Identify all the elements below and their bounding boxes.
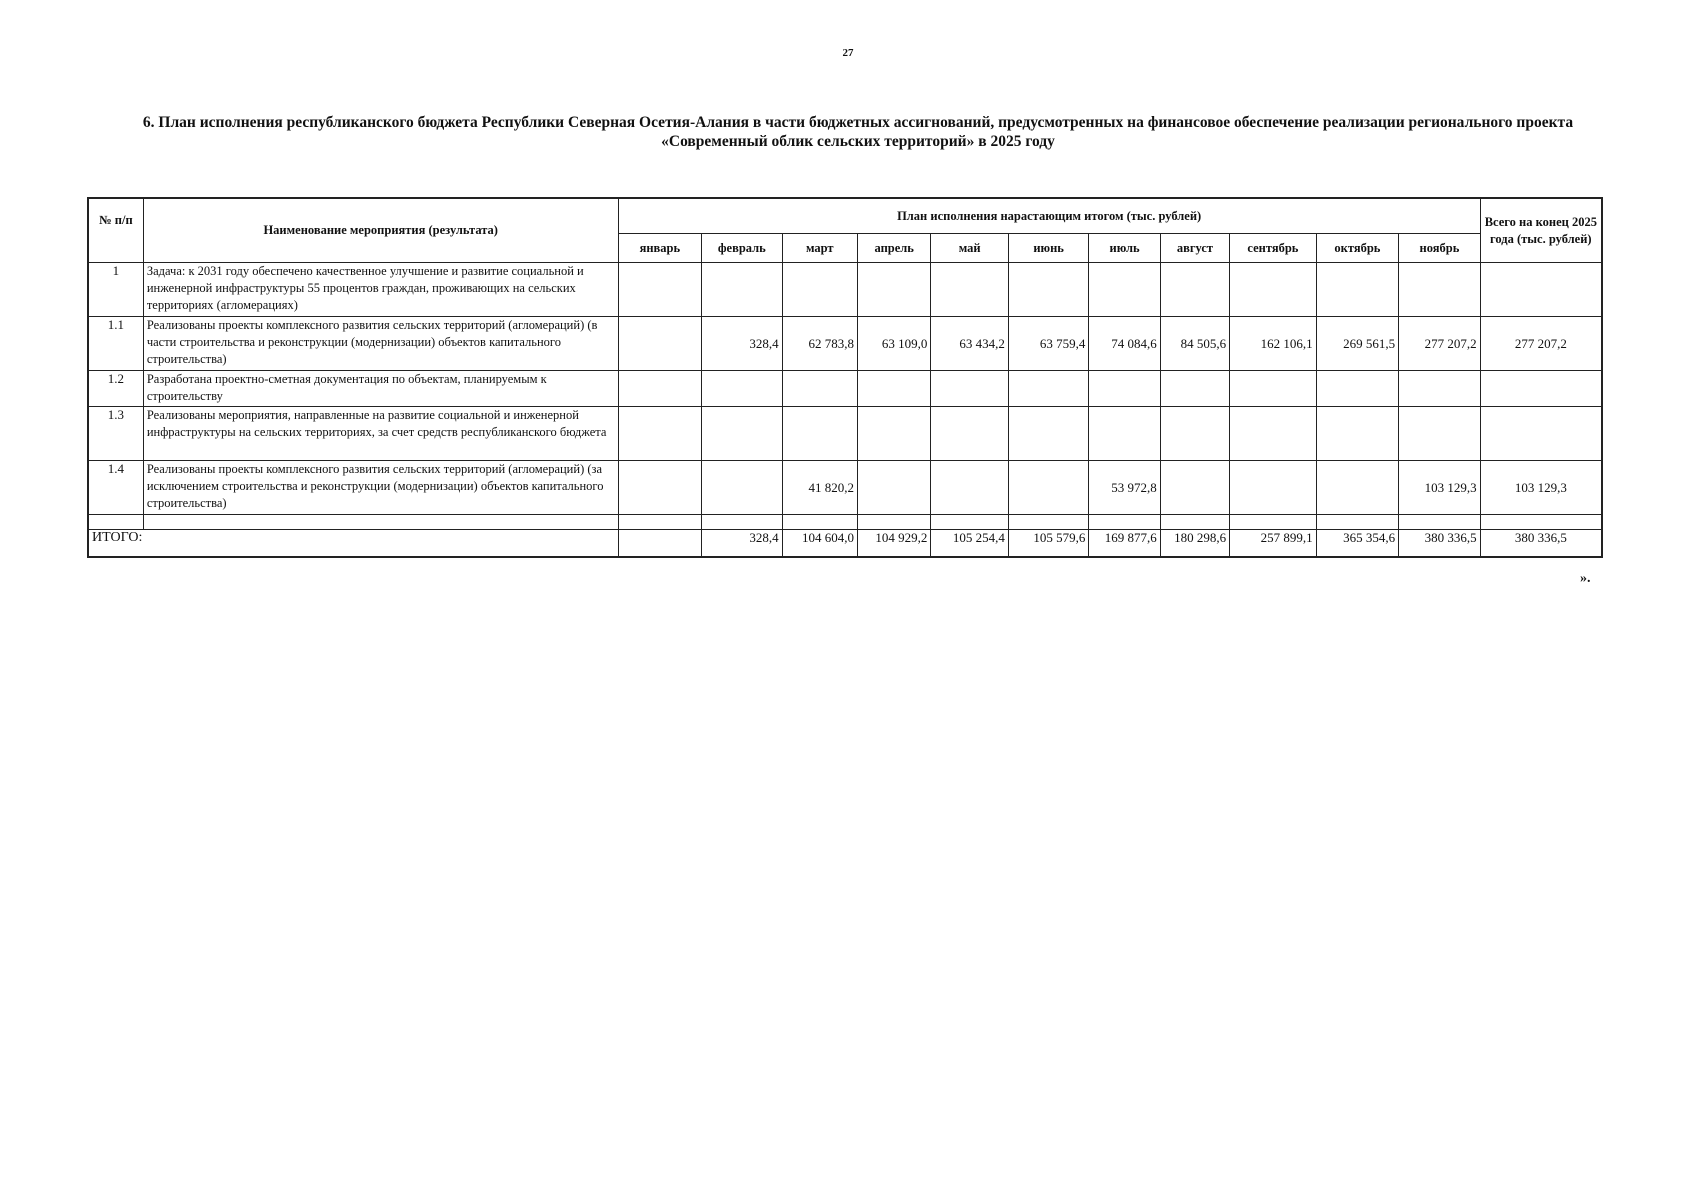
month-value-cell <box>702 407 782 461</box>
month-value-cell <box>931 371 1008 407</box>
month-value-cell <box>1230 407 1317 461</box>
empty-cell <box>858 515 931 530</box>
spacer-row <box>88 515 1602 530</box>
summary-total: 380 336,5 <box>1480 530 1602 558</box>
month-value-cell <box>1399 407 1481 461</box>
month-value-cell <box>931 461 1008 515</box>
month-value-cell <box>1230 263 1317 317</box>
header-month: июль <box>1089 234 1160 263</box>
month-value-cell: 53 972,8 <box>1089 461 1160 515</box>
header-month: январь <box>618 234 701 263</box>
row-number: 1 <box>88 263 143 317</box>
row-name: Реализованы проекты комплексного развития сельских территорий (агломераций) (за исключением строительства и реконструкции (модернизации) объектов капитального строительства) <box>143 461 618 515</box>
table-row <box>88 461 1602 515</box>
month-value-cell <box>858 461 931 515</box>
row-number: 1.3 <box>88 407 143 461</box>
month-value-cell <box>1316 407 1398 461</box>
summary-month-value: 257 899,1 <box>1230 530 1317 558</box>
empty-cell <box>1480 515 1602 530</box>
month-value-cell <box>1008 371 1088 407</box>
table-row <box>88 317 1602 371</box>
summary-label: ИТОГО: <box>88 530 618 558</box>
row-name: Реализованы проекты комплексного развития сельских территорий (агломераций) (в части строительства и реконструкции (модернизации) объектов капитального строительства) <box>143 317 618 371</box>
table-row <box>88 407 1602 461</box>
month-value-cell <box>1316 263 1398 317</box>
month-value-cell: 62 783,8 <box>782 317 857 371</box>
budget-plan-table <box>87 197 1603 558</box>
header-plan-group: План исполнения нарастающим итогом (тыс. рублей) <box>618 198 1480 234</box>
empty-cell <box>618 515 701 530</box>
row-total <box>1480 263 1602 317</box>
month-value-cell <box>1316 461 1398 515</box>
header-month: август <box>1160 234 1229 263</box>
document-title <box>60 113 1656 151</box>
header-name: Наименование мероприятия (результата) <box>143 198 618 263</box>
month-value-cell <box>618 461 701 515</box>
row-number: 1.4 <box>88 461 143 515</box>
month-value-cell: 74 084,6 <box>1089 317 1160 371</box>
month-value-cell <box>1160 371 1229 407</box>
month-value-cell <box>1008 461 1088 515</box>
header-num: № п/п <box>88 198 143 263</box>
month-value-cell: 63 109,0 <box>858 317 931 371</box>
table-row <box>88 263 1602 317</box>
row-total: 103 129,3 <box>1480 461 1602 515</box>
month-value-cell <box>1089 371 1160 407</box>
month-value-cell: 63 434,2 <box>931 317 1008 371</box>
header-total: Всего на конец 2025 года (тыс. рублей) <box>1480 198 1602 263</box>
month-value-cell <box>782 371 857 407</box>
month-value-cell <box>1089 263 1160 317</box>
header-month: ноябрь <box>1399 234 1481 263</box>
header-month: сентябрь <box>1230 234 1317 263</box>
row-total <box>1480 407 1602 461</box>
header-month: март <box>782 234 857 263</box>
summary-month-value: 104 604,0 <box>782 530 857 558</box>
empty-cell <box>1160 515 1229 530</box>
month-value-cell <box>618 263 701 317</box>
summary-month-value: 180 298,6 <box>1160 530 1229 558</box>
empty-cell <box>1008 515 1088 530</box>
title-line-1: 6. План исполнения республиканского бюджета Республики Северная Осетия-Алания в части бюджетных ассигнований, предусмотренных на финансовое обеспечение реализации регионального проекта <box>142 114 1574 131</box>
empty-cell <box>1230 515 1317 530</box>
row-number: 1.1 <box>88 317 143 371</box>
month-value-cell <box>858 371 931 407</box>
empty-cell <box>88 515 143 530</box>
row-name: Задача: к 2031 году обеспечено качественное улучшение и развитие социальной и инженерной инфраструктуры 55 процентов граждан, проживающих на сельских территориях (агломерациях) <box>143 263 618 317</box>
month-value-cell <box>1230 371 1317 407</box>
month-value-cell <box>1399 371 1481 407</box>
summary-row <box>88 530 1602 558</box>
header-month: май <box>931 234 1008 263</box>
header-month: июнь <box>1008 234 1088 263</box>
month-value-cell: 41 820,2 <box>782 461 857 515</box>
empty-cell <box>931 515 1008 530</box>
empty-cell <box>1399 515 1481 530</box>
month-value-cell <box>782 407 857 461</box>
month-value-cell: 63 759,4 <box>1008 317 1088 371</box>
month-value-cell <box>618 407 701 461</box>
month-value-cell: 269 561,5 <box>1316 317 1398 371</box>
month-value-cell <box>618 371 701 407</box>
empty-cell <box>782 515 857 530</box>
row-total <box>1480 371 1602 407</box>
month-value-cell <box>702 461 782 515</box>
month-value-cell <box>1160 263 1229 317</box>
summary-month-value: 328,4 <box>702 530 782 558</box>
month-value-cell: 162 106,1 <box>1230 317 1317 371</box>
closing-quote: ». <box>1580 571 1591 586</box>
month-value-cell <box>618 317 701 371</box>
month-value-cell <box>931 263 1008 317</box>
summary-month-value: 380 336,5 <box>1399 530 1481 558</box>
summary-month-value: 169 877,6 <box>1089 530 1160 558</box>
month-value-cell: 328,4 <box>702 317 782 371</box>
summary-month-value: 105 254,4 <box>931 530 1008 558</box>
header-month: октябрь <box>1316 234 1398 263</box>
month-value-cell <box>858 263 931 317</box>
row-total: 277 207,2 <box>1480 317 1602 371</box>
page-number: 27 <box>842 47 854 59</box>
summary-month-value: 105 579,6 <box>1008 530 1088 558</box>
month-value-cell: 277 207,2 <box>1399 317 1481 371</box>
empty-cell <box>143 515 618 530</box>
month-value-cell <box>1089 407 1160 461</box>
month-value-cell <box>1008 407 1088 461</box>
empty-cell <box>1089 515 1160 530</box>
month-value-cell <box>1230 461 1317 515</box>
title-line-2: «Современный облик сельских территорий» в 2025 году <box>661 133 1055 150</box>
month-value-cell <box>1160 407 1229 461</box>
month-value-cell <box>1160 461 1229 515</box>
empty-cell <box>702 515 782 530</box>
table-row <box>88 371 1602 407</box>
header-month: апрель <box>858 234 931 263</box>
month-value-cell <box>702 371 782 407</box>
month-value-cell <box>858 407 931 461</box>
summary-month-value: 104 929,2 <box>858 530 931 558</box>
month-value-cell <box>1008 263 1088 317</box>
month-value-cell: 103 129,3 <box>1399 461 1481 515</box>
empty-cell <box>1316 515 1398 530</box>
row-name: Реализованы мероприятия, направленные на развитие социальной и инженерной инфраструктуры на сельских территориях, за счет средств республиканского бюджета <box>143 407 618 461</box>
header-month: февраль <box>702 234 782 263</box>
month-value-cell <box>702 263 782 317</box>
month-value-cell <box>1316 371 1398 407</box>
month-value-cell: 84 505,6 <box>1160 317 1229 371</box>
summary-month-value: 365 354,6 <box>1316 530 1398 558</box>
month-value-cell <box>931 407 1008 461</box>
summary-month-value <box>618 530 701 558</box>
row-name: Разработана проектно-сметная документация по объектам, планируемым к строительству <box>143 371 618 407</box>
month-value-cell <box>1399 263 1481 317</box>
month-value-cell <box>782 263 857 317</box>
row-number: 1.2 <box>88 371 143 407</box>
